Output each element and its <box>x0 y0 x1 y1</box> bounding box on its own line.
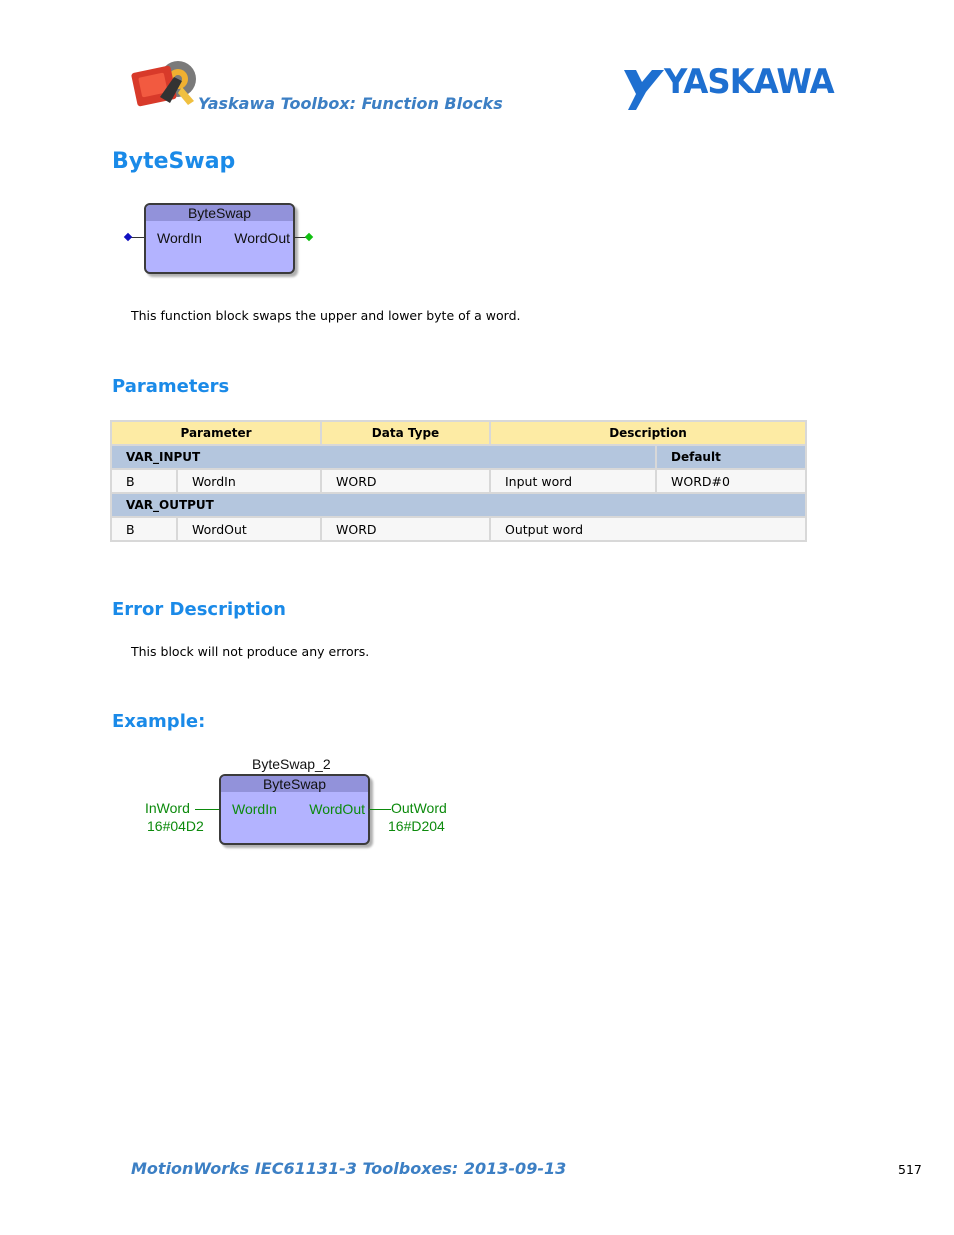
example-input-variable: InWord <box>145 800 190 816</box>
column-header-default: Default <box>657 446 805 468</box>
param-type: WORD <box>322 518 489 540</box>
param-type: WORD <box>322 470 489 492</box>
block-name: ByteSwap <box>146 205 293 221</box>
example-input-pin: WordIn <box>232 801 277 817</box>
example-output-variable: OutWord <box>391 800 447 816</box>
group-var-input: VAR_INPUT <box>112 446 655 468</box>
parameters-heading: Parameters <box>112 376 230 397</box>
param-kind: B <box>112 470 176 492</box>
example-block-name: ByteSwap <box>221 776 368 792</box>
param-kind: B <box>112 518 176 540</box>
example-output-wire <box>369 809 391 810</box>
table-row <box>112 518 805 540</box>
param-name: WordOut <box>178 518 320 540</box>
brand-wordmark: YASKAWA <box>664 62 834 102</box>
block-input-pin: WordIn <box>157 230 202 246</box>
column-header-parameter: Parameter <box>112 422 320 444</box>
header-title: Yaskawa Toolbox: Function Blocks <box>198 94 503 113</box>
table-row <box>112 470 805 492</box>
example-input-wire <box>195 809 219 810</box>
column-header-data-type: Data Type <box>322 422 489 444</box>
column-header-description: Description <box>491 422 805 444</box>
output-connector-icon <box>305 233 313 241</box>
example-instance-name: ByteSwap_2 <box>252 756 331 772</box>
intro-text: This function block swaps the upper and lower byte of a word. <box>131 308 521 323</box>
example-heading: Example: <box>112 711 206 732</box>
example-output-pin: WordOut <box>309 801 365 817</box>
page-title: ByteSwap <box>112 149 236 174</box>
error-heading: Error Description <box>112 599 286 620</box>
group-var-output: VAR_OUTPUT <box>112 494 805 516</box>
example-diagram <box>140 754 460 854</box>
input-connector-icon <box>124 233 132 241</box>
block-output-pin: WordOut <box>234 230 290 246</box>
function-block-diagram <box>124 203 324 278</box>
function-block <box>144 203 295 274</box>
param-default: WORD#0 <box>657 470 805 492</box>
example-function-block <box>219 774 370 845</box>
error-text: This block will not produce any errors. <box>131 644 370 659</box>
table-group-row <box>112 494 805 516</box>
example-input-value: 16#04D2 <box>147 818 204 834</box>
page-number: 517 <box>898 1162 922 1177</box>
toolbox-logo-icon <box>130 57 200 112</box>
table-header-row <box>112 422 805 444</box>
param-description: Output word <box>491 518 805 540</box>
table-group-row <box>112 446 805 468</box>
parameters-table <box>110 420 807 542</box>
param-name: WordIn <box>178 470 320 492</box>
footer-title: MotionWorks IEC61131-3 Toolboxes: 2013-09-13 <box>131 1159 567 1178</box>
param-description: Input word <box>491 470 655 492</box>
example-output-value: 16#D204 <box>388 818 445 834</box>
